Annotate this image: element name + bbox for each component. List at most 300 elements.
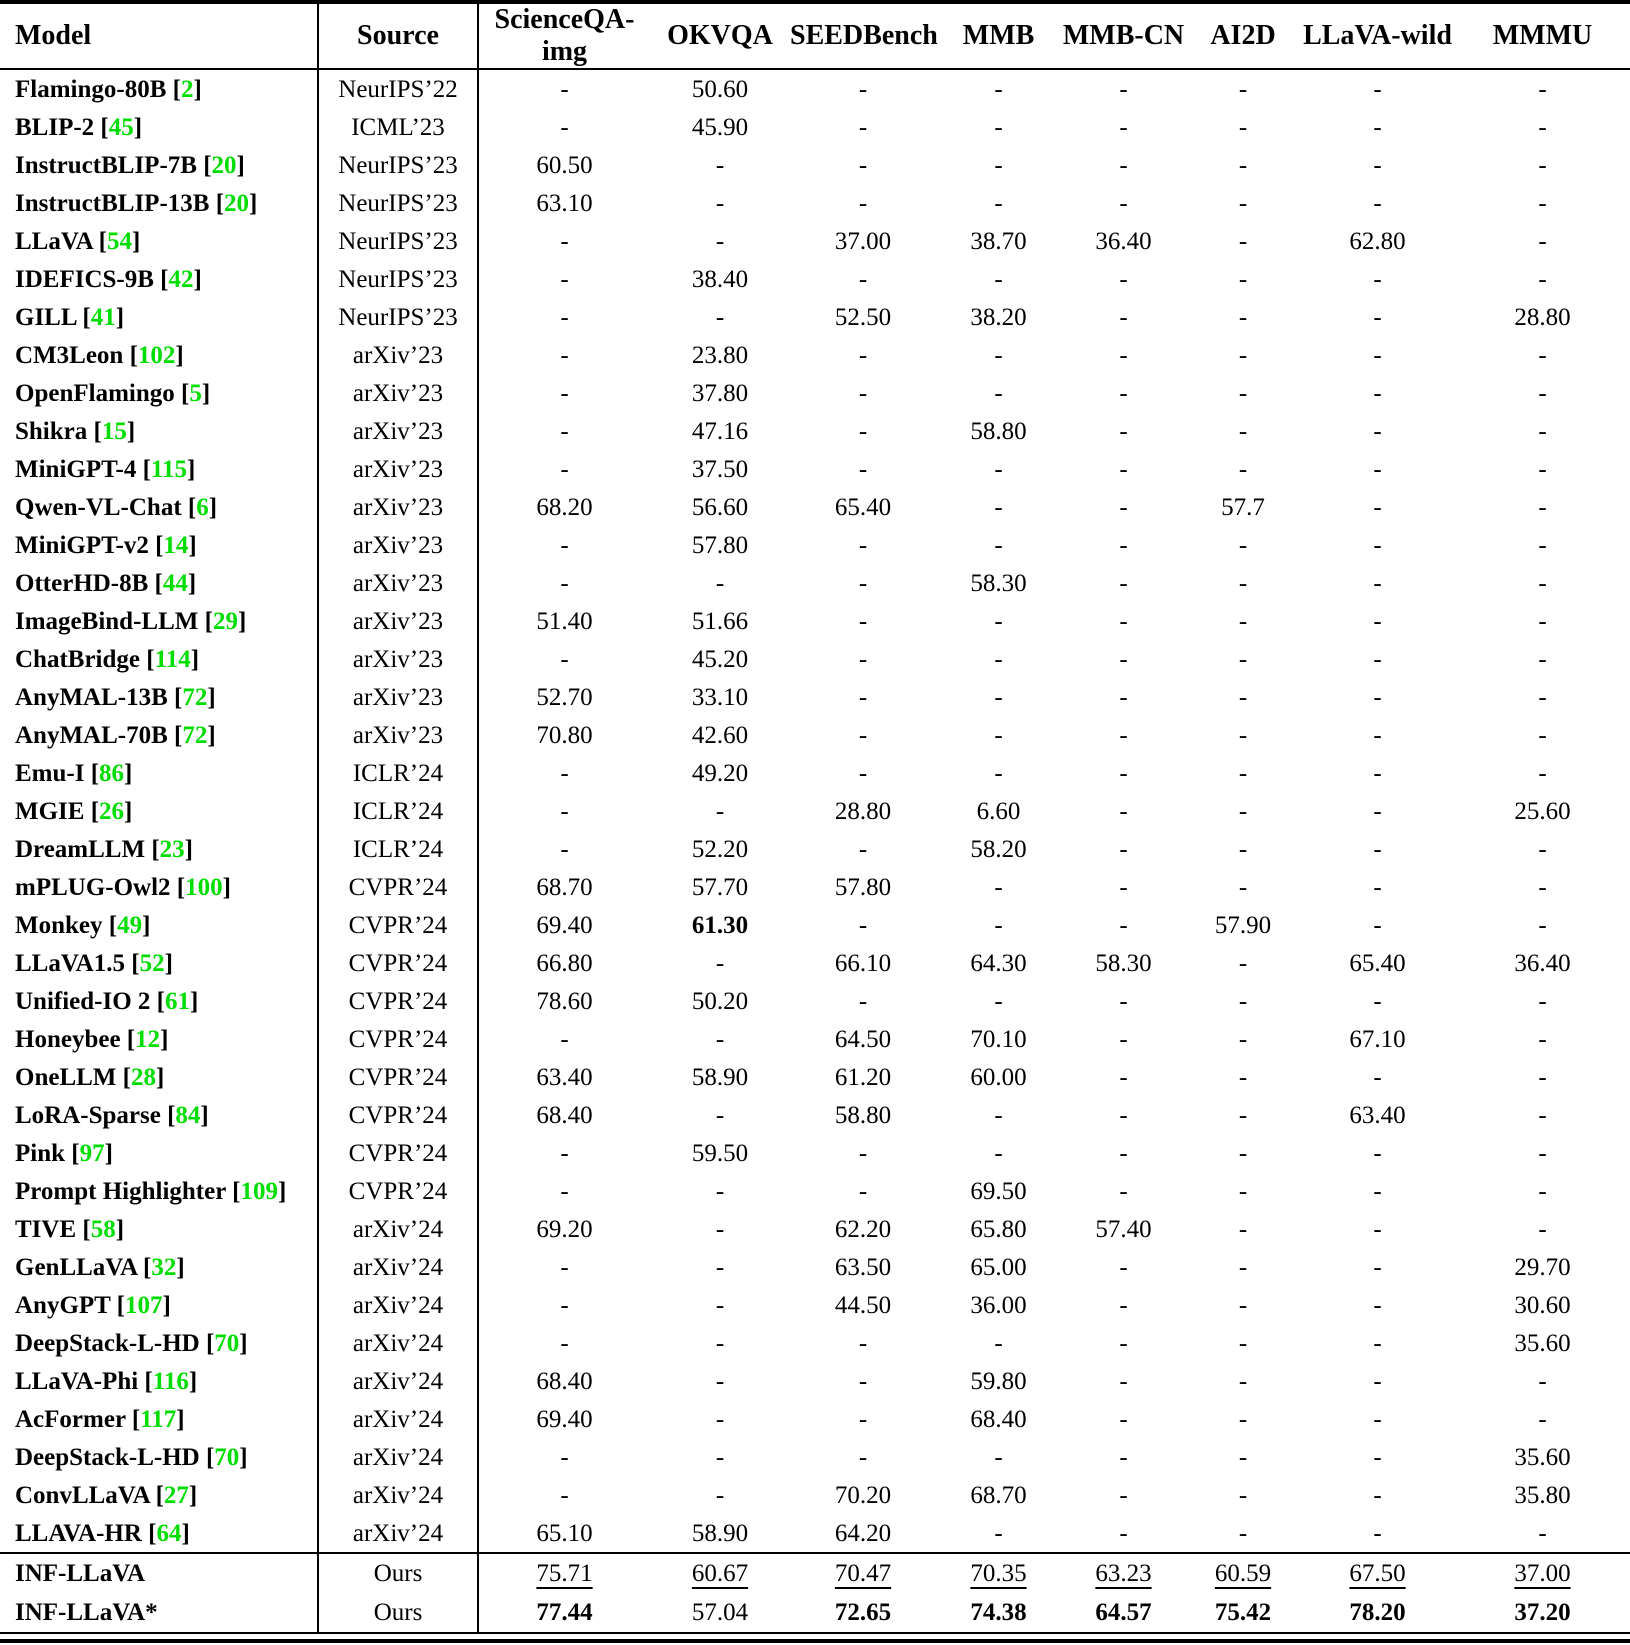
value-cell: - bbox=[1119, 531, 1128, 559]
value-cell: 65.40 bbox=[1349, 949, 1406, 977]
table-row bbox=[0, 184, 1630, 222]
value-cell: - bbox=[1119, 151, 1128, 179]
value-cell: - bbox=[1373, 189, 1382, 217]
citation-number: 27 bbox=[163, 1481, 189, 1509]
value-cell: 30.60 bbox=[1514, 1291, 1571, 1319]
value-cell: 63.40 bbox=[536, 1063, 593, 1091]
citation-number: 42 bbox=[168, 265, 194, 293]
citation-number: 14 bbox=[163, 531, 189, 559]
value-cell: - bbox=[858, 569, 868, 597]
citation-number: 20 bbox=[224, 189, 250, 217]
value-cell: - bbox=[1373, 987, 1382, 1015]
value-cell: 28.80 bbox=[1514, 303, 1571, 331]
source-cell: NeurIPS’23 bbox=[318, 298, 478, 336]
value-cell: - bbox=[1538, 379, 1547, 407]
value-cell: - bbox=[715, 1405, 725, 1433]
source-cell: arXiv’23 bbox=[318, 488, 478, 526]
table-row bbox=[0, 1476, 1630, 1514]
value-cell: - bbox=[1119, 1519, 1128, 1547]
value-cell: 57.80 bbox=[691, 531, 749, 559]
value-cell: 37.50 bbox=[691, 455, 749, 483]
source-cell: arXiv’23 bbox=[318, 640, 478, 678]
value-cell: - bbox=[560, 113, 569, 141]
value-cell: - bbox=[715, 1481, 725, 1509]
table-row bbox=[0, 868, 1630, 906]
value-cell: - bbox=[1373, 493, 1382, 521]
source-cell: ICLR’24 bbox=[318, 830, 478, 868]
table-row bbox=[0, 1248, 1630, 1286]
source-cell: NeurIPS’22 bbox=[318, 69, 478, 108]
value-cell: 35.60 bbox=[1514, 1329, 1571, 1357]
value-cell: - bbox=[858, 683, 868, 711]
value-cell: - bbox=[1538, 1139, 1547, 1167]
value-cell: - bbox=[1538, 341, 1547, 369]
value-cell: 50.60 bbox=[691, 75, 749, 103]
table-row bbox=[0, 298, 1630, 336]
value-cell: 69.20 bbox=[536, 1215, 593, 1243]
value-cell: 65.40 bbox=[834, 493, 892, 521]
value-cell: 78.60 bbox=[536, 987, 593, 1015]
value-cell: - bbox=[1373, 303, 1382, 331]
value-cell: 38.20 bbox=[970, 303, 1027, 331]
value-cell: - bbox=[1373, 721, 1382, 749]
model-name-cell: Qwen-VL-Chat [6] bbox=[0, 488, 318, 526]
value-cell: - bbox=[560, 1481, 569, 1509]
value-cell: - bbox=[1373, 75, 1382, 103]
citation-number: 15 bbox=[101, 417, 127, 445]
table-row bbox=[0, 1172, 1630, 1210]
value-cell: 63.50 bbox=[834, 1253, 892, 1281]
value-cell: - bbox=[1538, 417, 1547, 445]
value-cell: - bbox=[560, 265, 569, 293]
source-cell: arXiv’23 bbox=[318, 526, 478, 564]
value-cell: - bbox=[994, 151, 1003, 179]
column-header-okvqa: OKVQA bbox=[650, 2, 790, 69]
value-cell: 74.38 bbox=[970, 1599, 1027, 1626]
model-name-cell: LoRA-Sparse [84] bbox=[0, 1096, 318, 1134]
value-cell: - bbox=[1238, 1481, 1248, 1509]
value-cell: 65.10 bbox=[536, 1519, 593, 1547]
value-cell: - bbox=[1538, 1177, 1547, 1205]
value-cell: 68.40 bbox=[970, 1405, 1027, 1433]
value-cell: - bbox=[1238, 1215, 1248, 1243]
value-cell: - bbox=[858, 987, 868, 1015]
value-cell: - bbox=[858, 455, 868, 483]
value-cell: 42.60 bbox=[691, 721, 749, 749]
value-cell: - bbox=[994, 607, 1003, 635]
value-cell: 64.57 bbox=[1095, 1599, 1152, 1626]
value-cell: 65.00 bbox=[970, 1253, 1027, 1281]
value-cell: - bbox=[1373, 683, 1382, 711]
value-cell: 36.00 bbox=[970, 1291, 1027, 1319]
value-cell: 28.80 bbox=[834, 797, 892, 825]
table-row bbox=[0, 1593, 1630, 1633]
value-cell: - bbox=[1119, 759, 1128, 787]
value-cell: - bbox=[1119, 303, 1128, 331]
source-cell: Ours bbox=[318, 1553, 478, 1593]
value-cell: 52.70 bbox=[536, 683, 593, 711]
model-name-cell: AnyMAL-70B [72] bbox=[0, 716, 318, 754]
value-cell: - bbox=[1238, 303, 1248, 331]
model-name-cell: INF-LLaVA bbox=[0, 1553, 318, 1593]
source-cell: arXiv’23 bbox=[318, 450, 478, 488]
value-cell: - bbox=[1238, 797, 1248, 825]
value-cell: 60.67 bbox=[650, 1553, 790, 1593]
value-cell: - bbox=[715, 797, 725, 825]
value-cell: 68.70 bbox=[970, 1481, 1027, 1509]
value-cell: - bbox=[994, 873, 1003, 901]
source-cell: arXiv’24 bbox=[318, 1286, 478, 1324]
value-cell: - bbox=[994, 645, 1003, 673]
citation-number: 5 bbox=[189, 379, 202, 407]
value-cell: 77.44 bbox=[536, 1599, 593, 1626]
model-name-cell: DeepStack-L-HD [70] bbox=[0, 1438, 318, 1476]
value-cell: - bbox=[1238, 1177, 1248, 1205]
citation-number: 26 bbox=[99, 797, 125, 825]
value-cell: - bbox=[1119, 417, 1128, 445]
source-cell: CVPR’24 bbox=[318, 1020, 478, 1058]
value-cell: 38.70 bbox=[970, 227, 1027, 255]
value-cell: - bbox=[1238, 1139, 1248, 1167]
value-cell: - bbox=[994, 1443, 1003, 1471]
table-row bbox=[0, 1286, 1630, 1324]
citation-number: 41 bbox=[90, 303, 116, 331]
value-cell: - bbox=[1119, 379, 1128, 407]
model-name-cell: Honeybee [12] bbox=[0, 1020, 318, 1058]
column-header-model: Model bbox=[0, 2, 318, 69]
value-cell: 37.00 bbox=[834, 227, 892, 255]
value-cell: - bbox=[994, 379, 1003, 407]
value-cell: 65.80 bbox=[970, 1215, 1027, 1243]
source-cell: NeurIPS’23 bbox=[318, 222, 478, 260]
value-cell: 69.40 bbox=[536, 1405, 593, 1433]
source-cell: arXiv’24 bbox=[318, 1476, 478, 1514]
column-header-scienceqa-img: ScienceQA-img bbox=[478, 2, 650, 69]
citation-number: 23 bbox=[159, 835, 185, 863]
value-cell: - bbox=[1238, 1443, 1248, 1471]
value-cell: 64.30 bbox=[970, 949, 1027, 977]
value-cell: - bbox=[715, 1025, 725, 1053]
model-name-cell: GenLLaVA [32] bbox=[0, 1248, 318, 1286]
model-name-cell: Emu-I [86] bbox=[0, 754, 318, 792]
value-cell: - bbox=[1373, 1253, 1382, 1281]
citation-number: 72 bbox=[182, 683, 208, 711]
value-cell: 45.20 bbox=[691, 645, 749, 673]
table-row bbox=[0, 412, 1630, 450]
value-cell: - bbox=[560, 227, 569, 255]
value-cell: 75.71 bbox=[478, 1553, 650, 1593]
value-cell: 57.04 bbox=[691, 1599, 749, 1626]
value-cell: - bbox=[994, 1329, 1003, 1357]
value-cell: 72.65 bbox=[834, 1599, 892, 1626]
value-cell: - bbox=[560, 531, 569, 559]
value-cell: 57.90 bbox=[1214, 911, 1272, 939]
value-cell: - bbox=[1538, 265, 1547, 293]
value-cell: 68.20 bbox=[536, 493, 593, 521]
value-cell: - bbox=[715, 189, 725, 217]
value-cell: - bbox=[858, 379, 868, 407]
value-cell: - bbox=[1119, 1443, 1128, 1471]
value-cell: - bbox=[858, 151, 868, 179]
value-cell: - bbox=[858, 1177, 868, 1205]
model-name-cell: ImageBind-LLM [29] bbox=[0, 602, 318, 640]
value-cell: 37.80 bbox=[691, 379, 749, 407]
value-cell: - bbox=[1119, 645, 1128, 673]
value-cell: - bbox=[1538, 227, 1547, 255]
table-row bbox=[0, 754, 1630, 792]
model-name-cell: Shikra [15] bbox=[0, 412, 318, 450]
model-name-cell: OneLLM [28] bbox=[0, 1058, 318, 1096]
citation-number: 12 bbox=[135, 1025, 161, 1053]
citation-number: 28 bbox=[130, 1063, 156, 1091]
column-header-mmb: MMB bbox=[936, 2, 1061, 69]
value-cell: 6.60 bbox=[976, 797, 1021, 825]
model-name-cell: MiniGPT-4 [115] bbox=[0, 450, 318, 488]
source-cell: arXiv’24 bbox=[318, 1362, 478, 1400]
value-cell: 68.70 bbox=[536, 873, 593, 901]
source-cell: CVPR’24 bbox=[318, 868, 478, 906]
value-cell: - bbox=[560, 303, 569, 331]
model-name-cell: Pink [97] bbox=[0, 1134, 318, 1172]
value-cell: - bbox=[858, 607, 868, 635]
value-cell: 49.20 bbox=[691, 759, 749, 787]
column-header-ai2d: AI2D bbox=[1186, 2, 1300, 69]
source-cell: CVPR’24 bbox=[318, 982, 478, 1020]
value-cell: - bbox=[715, 1367, 725, 1395]
citation-number: 70 bbox=[214, 1443, 240, 1471]
value-cell: 52.20 bbox=[691, 835, 749, 863]
table-row bbox=[0, 1096, 1630, 1134]
value-cell: - bbox=[994, 759, 1003, 787]
citation-number: 29 bbox=[212, 607, 238, 635]
table-row bbox=[0, 1362, 1630, 1400]
value-cell: 56.60 bbox=[691, 493, 749, 521]
value-cell: - bbox=[994, 987, 1003, 1015]
table-row bbox=[0, 146, 1630, 184]
value-cell: - bbox=[858, 113, 868, 141]
value-cell: 52.50 bbox=[834, 303, 892, 331]
value-cell: 51.40 bbox=[536, 607, 593, 635]
value-cell: - bbox=[1119, 1405, 1128, 1433]
value-cell: - bbox=[1373, 607, 1382, 635]
table-row bbox=[0, 640, 1630, 678]
value-cell: - bbox=[1538, 1519, 1547, 1547]
citation-number: 52 bbox=[139, 949, 165, 977]
source-cell: arXiv’24 bbox=[318, 1248, 478, 1286]
value-cell: 62.80 bbox=[1349, 227, 1406, 255]
value-cell: - bbox=[1238, 1367, 1248, 1395]
value-cell: - bbox=[1119, 1177, 1128, 1205]
model-name-cell: LLaVA [54] bbox=[0, 222, 318, 260]
value-cell: 61.30 bbox=[691, 911, 749, 939]
source-cell: Ours bbox=[318, 1593, 478, 1633]
value-cell: 37.20 bbox=[1514, 1599, 1571, 1626]
table-row bbox=[0, 69, 1630, 108]
citation-number: 32 bbox=[151, 1253, 177, 1281]
value-cell: - bbox=[1373, 1139, 1382, 1167]
value-cell: - bbox=[1538, 1405, 1547, 1433]
value-cell: 45.90 bbox=[691, 113, 749, 141]
citation-number: 97 bbox=[79, 1139, 105, 1167]
model-name-cell: ConvLLaVA [27] bbox=[0, 1476, 318, 1514]
value-cell: - bbox=[1238, 569, 1248, 597]
value-cell: - bbox=[1373, 569, 1382, 597]
table-row bbox=[0, 830, 1630, 868]
source-cell: arXiv’24 bbox=[318, 1400, 478, 1438]
value-cell: - bbox=[1238, 1329, 1248, 1357]
value-cell: - bbox=[1538, 189, 1547, 217]
value-cell: - bbox=[715, 1329, 725, 1357]
value-cell: 67.50 bbox=[1300, 1553, 1455, 1593]
value-cell: 35.60 bbox=[1514, 1443, 1571, 1471]
column-header-mmmu: MMMU bbox=[1455, 2, 1630, 69]
value-cell: - bbox=[1238, 455, 1248, 483]
value-cell: - bbox=[1373, 113, 1382, 141]
citation-number: 54 bbox=[106, 227, 132, 255]
citation-number: 102 bbox=[137, 341, 176, 369]
model-name-cell: InstructBLIP-7B [20] bbox=[0, 146, 318, 184]
value-cell: - bbox=[858, 759, 868, 787]
source-cell: arXiv’24 bbox=[318, 1210, 478, 1248]
value-cell: 58.30 bbox=[1095, 949, 1152, 977]
value-cell: 62.20 bbox=[834, 1215, 892, 1243]
value-cell: - bbox=[858, 1139, 868, 1167]
citation-number: 72 bbox=[182, 721, 208, 749]
value-cell: 69.50 bbox=[970, 1177, 1027, 1205]
value-cell: 58.90 bbox=[691, 1063, 749, 1091]
value-cell: - bbox=[1538, 607, 1547, 635]
value-cell: - bbox=[858, 1443, 868, 1471]
model-name-cell: InstructBLIP-13B [20] bbox=[0, 184, 318, 222]
value-cell: - bbox=[858, 835, 868, 863]
value-cell: 64.50 bbox=[834, 1025, 892, 1053]
citation-number: 61 bbox=[165, 987, 190, 1015]
value-cell: 68.40 bbox=[536, 1101, 593, 1129]
table-row bbox=[0, 1514, 1630, 1553]
value-cell: - bbox=[994, 75, 1003, 103]
value-cell: - bbox=[1238, 1101, 1248, 1129]
value-cell: - bbox=[560, 341, 569, 369]
value-cell: - bbox=[1119, 607, 1128, 635]
citation-number: 45 bbox=[108, 113, 134, 141]
value-cell: - bbox=[1538, 75, 1547, 103]
citation-number: 49 bbox=[117, 911, 143, 939]
table-row bbox=[0, 944, 1630, 982]
value-cell: - bbox=[560, 835, 569, 863]
model-name-cell: BLIP-2 [45] bbox=[0, 108, 318, 146]
citation-number: 44 bbox=[162, 569, 188, 597]
table-row bbox=[0, 450, 1630, 488]
value-cell: - bbox=[1119, 683, 1128, 711]
model-name-cell: GILL [41] bbox=[0, 298, 318, 336]
value-cell: 75.42 bbox=[1214, 1599, 1272, 1626]
model-name-cell: Prompt Highlighter [109] bbox=[0, 1172, 318, 1210]
value-cell: - bbox=[560, 1025, 569, 1053]
model-name-cell: OpenFlamingo [5] bbox=[0, 374, 318, 412]
value-cell: - bbox=[1119, 189, 1128, 217]
value-cell: - bbox=[1238, 607, 1248, 635]
source-cell: arXiv’23 bbox=[318, 336, 478, 374]
value-cell: - bbox=[1373, 1215, 1382, 1243]
model-name-cell: LLaVA1.5 [52] bbox=[0, 944, 318, 982]
value-cell: - bbox=[858, 265, 868, 293]
value-cell: 33.10 bbox=[691, 683, 749, 711]
value-cell: - bbox=[1373, 1329, 1382, 1357]
table-row bbox=[0, 222, 1630, 260]
value-cell: - bbox=[1238, 645, 1248, 673]
value-cell: - bbox=[858, 341, 868, 369]
value-cell: - bbox=[1119, 1063, 1128, 1091]
value-cell: - bbox=[1238, 1253, 1248, 1281]
value-cell: - bbox=[560, 417, 569, 445]
value-cell: - bbox=[1373, 1405, 1382, 1433]
value-cell: - bbox=[1238, 835, 1248, 863]
value-cell: - bbox=[1119, 1329, 1128, 1357]
value-cell: - bbox=[560, 1177, 569, 1205]
column-header-source: Source bbox=[318, 2, 478, 69]
table-row bbox=[0, 1210, 1630, 1248]
value-cell: 59.80 bbox=[970, 1367, 1027, 1395]
value-cell: - bbox=[994, 455, 1003, 483]
value-cell: - bbox=[560, 797, 569, 825]
value-cell: - bbox=[994, 493, 1003, 521]
value-cell: - bbox=[1373, 1367, 1382, 1395]
value-cell: - bbox=[1238, 265, 1248, 293]
source-cell: arXiv’24 bbox=[318, 1514, 478, 1553]
header-row bbox=[0, 2, 1630, 69]
source-cell: CVPR’24 bbox=[318, 944, 478, 982]
value-cell: - bbox=[1119, 797, 1128, 825]
value-cell: - bbox=[1538, 493, 1547, 521]
value-cell: - bbox=[858, 721, 868, 749]
table-row bbox=[0, 906, 1630, 944]
model-name-cell: INF-LLaVA* bbox=[0, 1593, 318, 1633]
value-cell: - bbox=[560, 569, 569, 597]
source-cell: arXiv’23 bbox=[318, 602, 478, 640]
value-cell: 67.10 bbox=[1349, 1025, 1406, 1053]
source-cell: ICLR’24 bbox=[318, 754, 478, 792]
value-cell: - bbox=[1538, 531, 1547, 559]
value-cell: - bbox=[1538, 721, 1547, 749]
value-cell: - bbox=[1373, 151, 1382, 179]
model-name-cell: IDEFICS-9B [42] bbox=[0, 260, 318, 298]
value-cell: 70.20 bbox=[834, 1481, 892, 1509]
value-cell: - bbox=[994, 341, 1003, 369]
value-cell: - bbox=[1119, 1481, 1128, 1509]
value-cell: - bbox=[715, 1443, 725, 1471]
value-cell: - bbox=[715, 1177, 725, 1205]
value-cell: - bbox=[1373, 911, 1382, 939]
model-name-cell: LLaVA-Phi [116] bbox=[0, 1362, 318, 1400]
value-cell: - bbox=[1538, 683, 1547, 711]
value-cell: - bbox=[994, 189, 1003, 217]
value-cell: 61.20 bbox=[834, 1063, 892, 1091]
value-cell: - bbox=[1119, 1101, 1128, 1129]
value-cell: - bbox=[1238, 873, 1248, 901]
model-name-cell: CM3Leon [102] bbox=[0, 336, 318, 374]
value-cell: 57.40 bbox=[1095, 1215, 1152, 1243]
value-cell: 66.10 bbox=[834, 949, 892, 977]
citation-number: 84 bbox=[175, 1101, 201, 1129]
value-cell: - bbox=[1238, 531, 1248, 559]
model-name-cell: AcFormer [117] bbox=[0, 1400, 318, 1438]
source-cell: arXiv’23 bbox=[318, 412, 478, 450]
value-cell: 36.40 bbox=[1095, 227, 1152, 255]
value-cell: - bbox=[1119, 1367, 1128, 1395]
citation-number: 115 bbox=[150, 455, 188, 483]
source-cell: CVPR’24 bbox=[318, 1134, 478, 1172]
value-cell: - bbox=[1119, 873, 1128, 901]
